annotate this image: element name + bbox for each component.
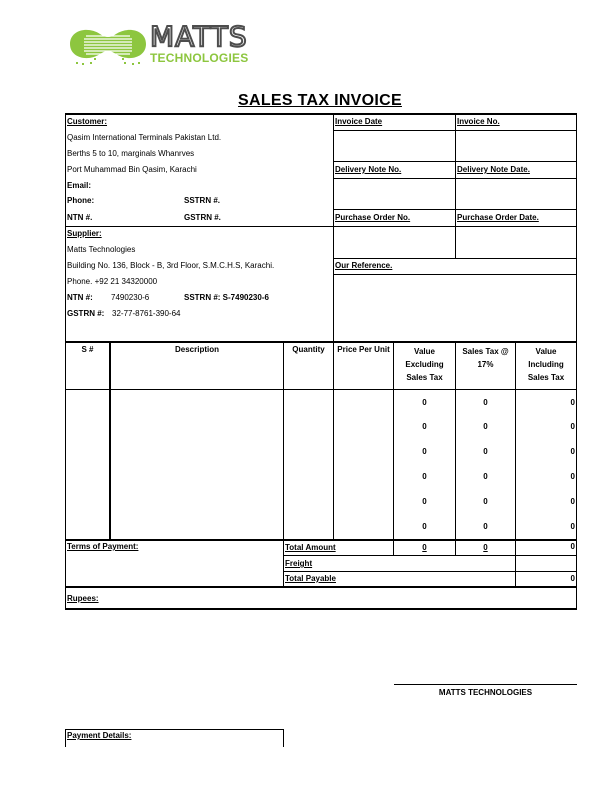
cell-value-incl: 0 [570,497,575,506]
logo-sub-text: TECHNOLOGIES [150,51,249,65]
cell-value-excl: 0 [422,497,427,506]
purchase-order-date-label: Purchase Order Date. [457,213,539,222]
cell-sales-tax: 0 [483,398,488,407]
col-header-value-incl-line: Value [535,347,557,356]
col-header-description: Description [174,345,219,354]
rule [65,586,577,588]
cell-sales-tax: 0 [483,522,488,531]
customer-email-label: Email: [67,181,92,190]
col-header-value-excl-line: Excluding [405,360,444,369]
total-payable-label: Total Payable [285,574,336,583]
col-header-value-incl-line: Sales Tax [527,373,565,382]
customer-address-line1: Berths 5 to 10, marginals Whanrves [67,149,195,158]
payment-details-left [65,729,66,747]
col-header-value-incl [516,345,576,384]
col-header-sno: S # [81,345,94,354]
rule [283,555,577,556]
col-line [283,341,284,587]
customer-sstrn-label: SSTRN #. [184,196,221,205]
payment-details-top [65,729,284,730]
cell-value-excl: 0 [422,447,427,456]
payment-details-right [283,729,284,747]
cell-value-incl: 0 [570,447,575,456]
col-line [333,341,334,540]
supplier-gstrn-label: GSTRN #: [67,309,105,318]
col-header-value-excl [394,345,455,384]
terms-of-payment-label: Terms of Payment: [67,542,139,551]
supplier-gstrn-value: 32-77-8761-390-64 [112,309,181,318]
payment-details-label: Payment Details: [67,731,132,740]
customer-phone-label: Phone: [67,196,95,205]
col-header-price: Price Per Unit [337,345,390,354]
table-right-border [576,113,577,609]
customer-address-line2: Port Muhammad Bin Qasim, Karachi [67,165,197,174]
rupees-label: Rupees: [67,594,99,603]
supplier-sstrn: SSTRN #: S-7490230-6 [184,293,269,302]
customer-gstrn-label: GSTRN #. [184,213,221,222]
purchase-order-no-label: Purchase Order No. [335,213,411,222]
col-line [109,341,111,540]
freight-label: Freight [285,559,313,568]
total-payable-value: 0 [570,574,575,583]
total-sales-tax: 0 [483,543,488,552]
cell-value-incl: 0 [570,522,575,531]
supplier-ntn-label: NTN #: [67,293,93,302]
cell-value-incl: 0 [570,422,575,431]
cell-value-excl: 0 [422,422,427,431]
col-header-value-incl-line: Including [528,360,564,369]
rule [333,274,576,275]
col-header-sales-tax-line: Sales Tax @ [462,347,509,356]
our-reference-label: Our Reference. [335,261,393,270]
col-header-sales-tax [456,345,515,371]
logo-brand-text: MATTS [150,20,248,53]
col-header-value-excl-line: Value [414,347,435,356]
cell-value-incl: 0 [570,398,575,407]
total-value-incl: 0 [570,542,575,551]
customer-ntn-label: NTN #. [67,213,93,222]
page-title: SALES TAX INVOICE [238,92,402,109]
rule [333,226,576,227]
cell-sales-tax: 0 [483,472,488,481]
header-split-line [333,113,334,342]
supplier-heading: Supplier: [67,229,102,238]
items-body-bottom [65,539,577,541]
delivery-note-no-label: Delivery Note No. [335,165,402,174]
rule [283,571,515,572]
rule [515,571,577,572]
supplier-ntn-value: 7490230-6 [111,293,150,302]
customer-name: Qasim International Terminals Pakistan Ltd. [67,133,222,142]
supplier-address: Building No. 136, Block - B, 3rd Floor, S.M.C.H.S, Karachi. [67,261,275,270]
supplier-name: Matts Technologies [67,245,136,254]
rule [333,209,576,210]
cell-value-excl: 0 [422,472,427,481]
items-header-bottom [65,389,577,390]
customer-supplier-divider [65,226,333,227]
invoice-no-label: Invoice No. [457,117,500,126]
rule [333,130,576,131]
col-header-sales-tax-line: 17% [477,360,494,369]
invoice-date-label: Invoice Date [335,117,383,126]
signature-line [394,684,577,685]
customer-heading: Customer: [67,117,108,126]
col-header-quantity: Quantity [292,345,325,354]
cell-sales-tax: 0 [483,422,488,431]
rule [333,178,576,179]
table-top-border [65,113,577,115]
cell-value-excl: 0 [422,522,427,531]
table-left-border [65,113,66,609]
rule [333,161,576,162]
cell-value-incl: 0 [570,472,575,481]
cell-sales-tax: 0 [483,497,488,506]
signature-company: MATTS TECHNOLOGIES [438,688,533,697]
table-bottom-border [65,608,577,610]
right-mid-line [455,113,456,259]
company-logo [66,22,261,74]
total-amount-label: Total Amount [285,543,336,552]
cell-value-excl: 0 [422,398,427,407]
delivery-note-date-label: Delivery Note Date. [457,165,530,174]
total-value-excl: 0 [422,543,427,552]
cell-sales-tax: 0 [483,447,488,456]
supplier-phone: Phone. +92 21 34320000 [67,277,158,286]
rule [333,258,576,259]
col-header-value-excl-line: Sales Tax [406,373,443,382]
items-table-top [65,341,577,343]
